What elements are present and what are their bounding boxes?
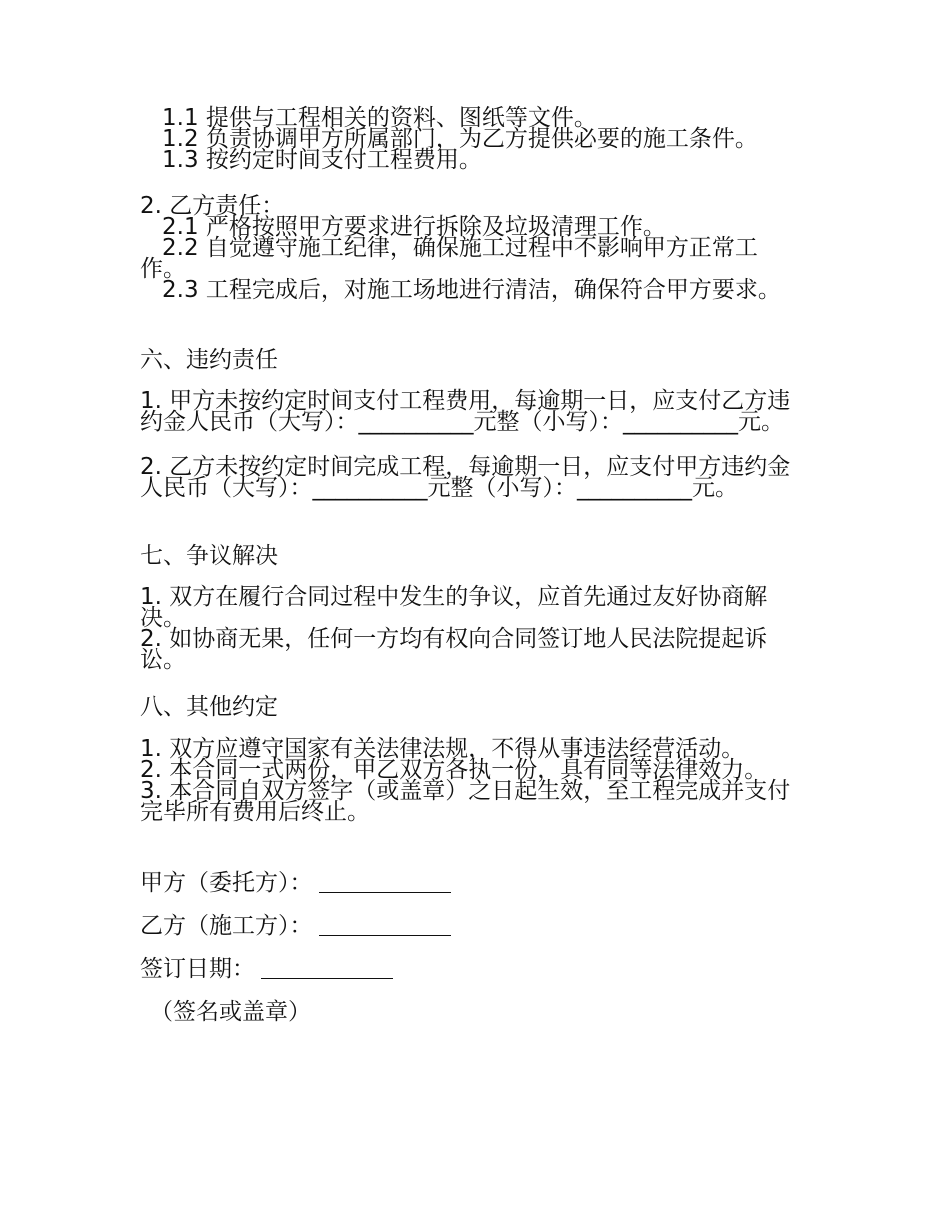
section6-items <box>140 388 795 435</box>
duty-1-1: 1.1 提供与工程相关的资料、图纸等文件。 <box>162 105 597 131</box>
date-label: 签订日期： <box>140 956 255 982</box>
duty-2-3: 2.3 工程完成后，对施工场地进行清洁，确保符合甲方要求。 <box>162 277 781 303</box>
duty-1-3: 1.3 按约定时间支付工程费用。 <box>162 147 482 173</box>
party-a-label: 甲方（委托方）： <box>140 870 313 896</box>
section7-items <box>140 584 795 673</box>
party-a-signature-line <box>140 870 451 896</box>
dispute-item-2: 2. 如协商无果，任何一方均有权向合同签订地人民法院提起诉讼。 <box>140 626 768 673</box>
other-item-3: 3. 本合同自双方签字（或盖章）之日起生效，至工程完成并支付完毕所有费用后终止。 <box>140 778 791 825</box>
party-b-title: 2. 乙方责任： <box>140 193 285 219</box>
breach-item-1: 1. 甲方未按约定时间支付工程费用，每逾期一日，应支付乙方违约金人民币（大写）：__________元整（小写）：__________元。 <box>140 388 791 435</box>
party-b-duties <box>140 193 795 303</box>
other-item-2: 2. 本合同一式两份，甲乙双方各执一份，具有同等法律效力。 <box>140 757 768 783</box>
party-b-label: 乙方（施工方）： <box>140 913 313 939</box>
party-a-duties <box>140 105 795 173</box>
other-item-1: 1. 双方应遵守国家有关法律法规，不得从事违法经营活动。 <box>140 736 745 762</box>
section7-heading: 七、争议解决 <box>140 543 278 569</box>
date-blank <box>261 956 393 979</box>
section8-heading: 八、其他约定 <box>140 694 278 720</box>
date-signature-line <box>140 956 393 982</box>
duty-2-2: 2.2 自觉遵守施工纪律，确保施工过程中不影响甲方正常工作。 <box>140 235 758 282</box>
party-b-signature-line <box>140 913 451 939</box>
seal-note: （签名或盖章） <box>150 999 311 1025</box>
section6-heading: 六、违约责任 <box>140 347 278 373</box>
party-a-blank <box>319 870 451 893</box>
duty-2-1: 2.1 严格按照甲方要求进行拆除及垃圾清理工作。 <box>162 214 666 240</box>
dispute-item-1: 1. 双方在履行合同过程中发生的争议，应首先通过友好协商解决。 <box>140 584 768 631</box>
section8-items <box>140 736 795 825</box>
breach-item-2: 2. 乙方未按约定时间完成工程，每逾期一日，应支付甲方违约金人民币（大写）：__________元整（小写）：__________元。 <box>140 454 791 501</box>
party-b-blank <box>319 913 451 936</box>
duty-1-2: 1.2 负责协调甲方所属部门，为乙方提供必要的施工条件。 <box>162 126 758 152</box>
section6-items-2 <box>140 454 795 501</box>
